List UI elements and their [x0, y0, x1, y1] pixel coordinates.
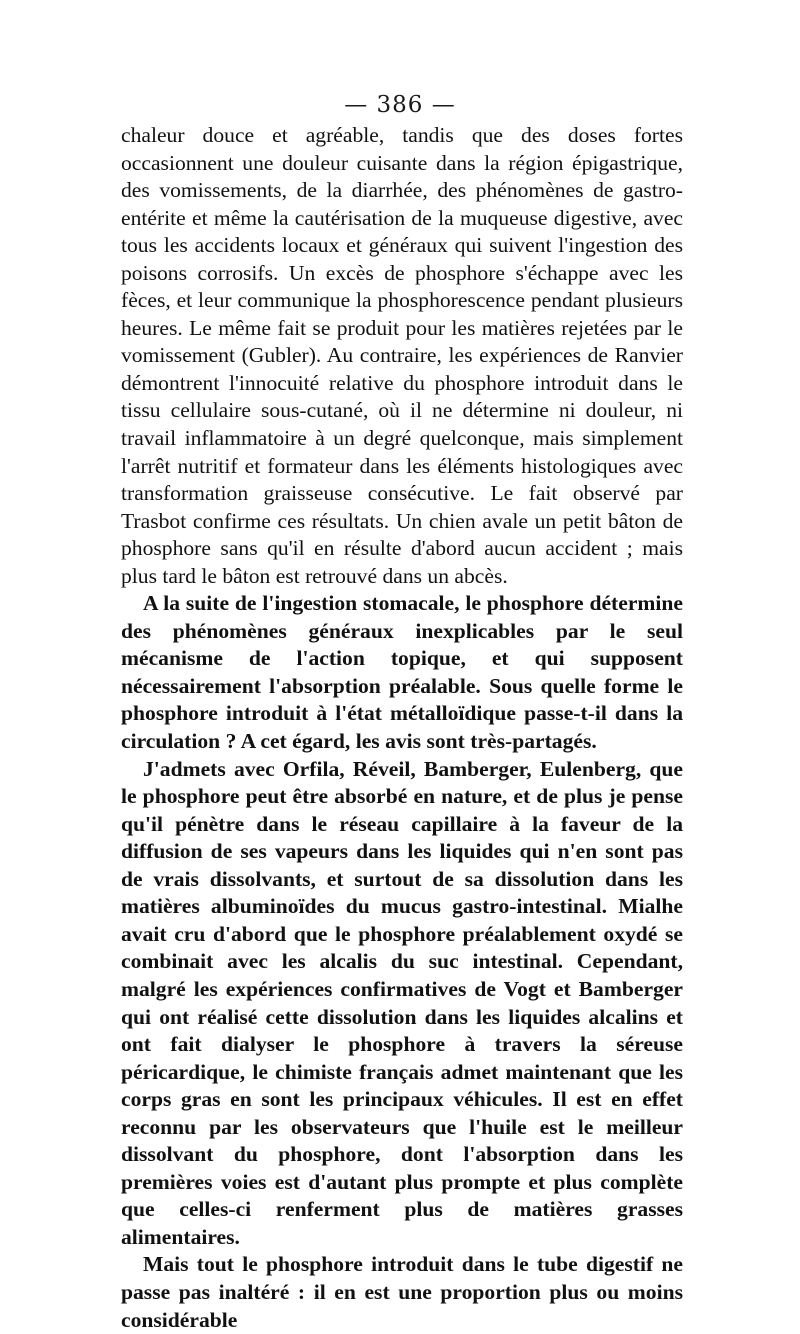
paragraph-3: J'admets avec Orfila, Réveil, Bamberger, Eulenberg, que le phosphore peut être absorbé en nature, et de plus je pense qu'il pénètre dans le réseau capillaire à la faveur de la diffusion de ses vapeurs dans les liquides qui n'en sont pas de vrais dissolvants, et surtout de sa dissolution dans les matières albuminoïdes du mucus gastro-intestinal. Mialhe avait cru d'abord que le phosphore préalablement oxydé se combinait avec les alcalis du suc intestinal. Cependant, malgré les expériences confirmatives de Vogt et Bamberger qui ont réalisé cette dissolution dans les liquides alcalins et ont fait dialyser le phosphore à travers la séreuse péricardique, le chimiste français admet maintenant que les corps gras en sont les principaux véhicules. Il est en effet reconnu par les observateurs que l'huile est le meilleur dissolvant du phosphore, dont l'absorption dans les premières voies est d'autant plus prompte et plus complète que celles-ci renferment plus de matières grasses alimentaires. [121, 756, 683, 1249]
body-text [121, 122, 683, 1334]
paragraph-1: chaleur douce et agréable, tandis que des doses fortes occasionnent une douleur cuisante dans la région épigastrique, des vomissements, de la diarrhée, des phénomènes de gastro-entérite et même la cautérisation de la muqueuse digestive, avec tous les accidents locaux et généraux qui suivent l'ingestion des poisons corrosifs. Un excès de phosphore s'échappe avec les fèces, et leur communique la phosphorescence pendant plusieurs heures. Le même fait se produit pour les matières rejetées par le vomissement (Gubler). Au contraire, les expériences de Ranvier démontrent l'innocuité relative du phosphore introduit dans le tissu cellulaire sous-cutané, où il ne détermine ni douleur, ni travail inflammatoire à un degré quelconque, mais simplement l'arrêt nutritif et formateur dans les éléments histologiques avec transformation graisseuse consécutive. Le fait observé par Trasbot confirme ces résultats. Un chien avale un petit bâton de phosphore sans qu'il en résulte d'abord aucun accident ; mais plus tard le bâton est retrouvé dans un abcès. [121, 123, 683, 588]
page-number: — 386 — [344, 92, 456, 118]
paragraph-2: A la suite de l'ingestion stomacale, le phosphore détermine des phénomènes généraux inexplicables par le seul mécanisme de l'action topique, et qui supposent nécessairement l'absorption préalable. Sous quelle forme le phosphore introduit à l'état métalloïdique passe-t-il dans la circulation ? A cet égard, les avis sont très-partagés. [121, 591, 683, 754]
paragraph-4: Mais tout le phosphore introduit dans le tube digestif ne passe pas inaltéré : il en est une proportion plus ou moins considérable [121, 1252, 683, 1332]
